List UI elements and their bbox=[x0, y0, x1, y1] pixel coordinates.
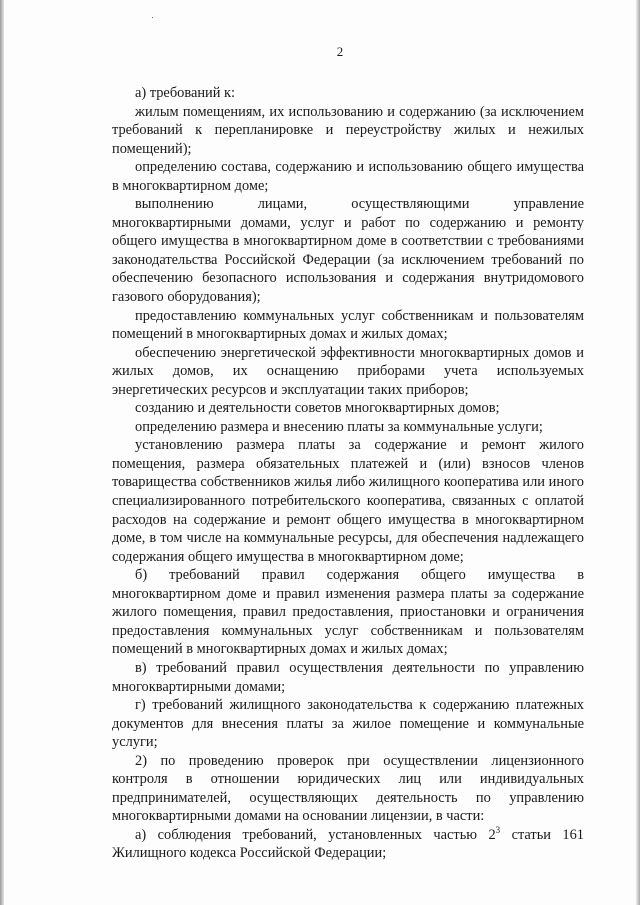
paragraph: установлению размера платы за содержание и ремонт жилого помещения, размера обязательных платежей и (или) взносов членов товарищества собственников жилья либо жилищного кооператива или иного специализированного потребительского кооператива, связанных с оплатой расходов на содержание и ремонт общего имущества в многоквартирном доме, в том числе на коммунальные ресурсы, для обеспечения надлежащего содержания общего имущества в многоквартирном доме; bbox=[112, 437, 584, 565]
paragraph: а) требований к: bbox=[135, 85, 236, 101]
scan-edge-left bbox=[0, 0, 4, 905]
paragraph: обеспечению энергетической эффективности многоквартирных домов и жилых домов, их оснащению приборами учета используемых энергетических ресурсов и эксплуатации таких приборов; bbox=[112, 344, 584, 398]
paragraph: жилым помещениям, их использованию и содержанию (за исключением требований к перепланировке и переустройству жилых и нежилых помещений); bbox=[112, 103, 584, 157]
paragraph: созданию и деятельности советов многоквартирных домов; bbox=[135, 400, 500, 417]
document-body bbox=[112, 84, 584, 863]
paragraph: определению состава, содержанию и использованию общего имущества в многоквартирном доме; bbox=[112, 159, 584, 194]
scan-speck bbox=[152, 17, 153, 18]
paragraph-with-superscript bbox=[112, 826, 584, 863]
superscript: 3 bbox=[495, 825, 501, 836]
scan-edge-right bbox=[636, 0, 640, 905]
paragraph: 2) по проведению проверок при осуществлении лицензионного контроля в отношении юридических лиц или индивидуальных предпринимателей, осуществляющих деятельность по управлению многоквартирными домами на основании лицензии, в части: bbox=[112, 752, 584, 825]
paragraph: выполнению лицами, осуществляющими управление многоквартирными домами, услуг и работ по содержанию и ремонту общего имущества в многоквартирном доме в соответствии с требованиями законодательства Российской Федерации (за исключением требований по обеспечению безопасного использования и содержания внутридомового газового оборудования); bbox=[112, 196, 584, 306]
paragraph: в) требований правил осуществления деятельности по управлению многоквартирными домами; bbox=[112, 659, 584, 695]
paragraph-text-end: статьи 161 Жилищного кодекса Российской Федерации; bbox=[112, 826, 585, 862]
paragraph: предоставлению коммунальных услуг собственникам и пользователям помещений в многоквартирных домах и жилых домах; bbox=[112, 307, 584, 343]
paragraph-text-start: а) соблюдения требований, установленных частью 2 bbox=[135, 826, 496, 843]
paragraph: г) требований жилищного законодательства к содержанию платежных документов для внесения платы за жилое помещение и коммунальные услуги; bbox=[112, 697, 584, 751]
paragraph: определению размера и внесению платы за коммунальные услуги; bbox=[135, 418, 543, 435]
paragraph: б) требований правил содержания общего имущества в многоквартирном доме и правил изменения размера платы за содержание жилого помещения, правил предоставления, приостановки и ограничения предоставления коммунальных услуг собственникам и пользователям помещений в многоквартирных домах и жилых домах; bbox=[112, 567, 584, 658]
page-number: 2 bbox=[336, 44, 344, 59]
